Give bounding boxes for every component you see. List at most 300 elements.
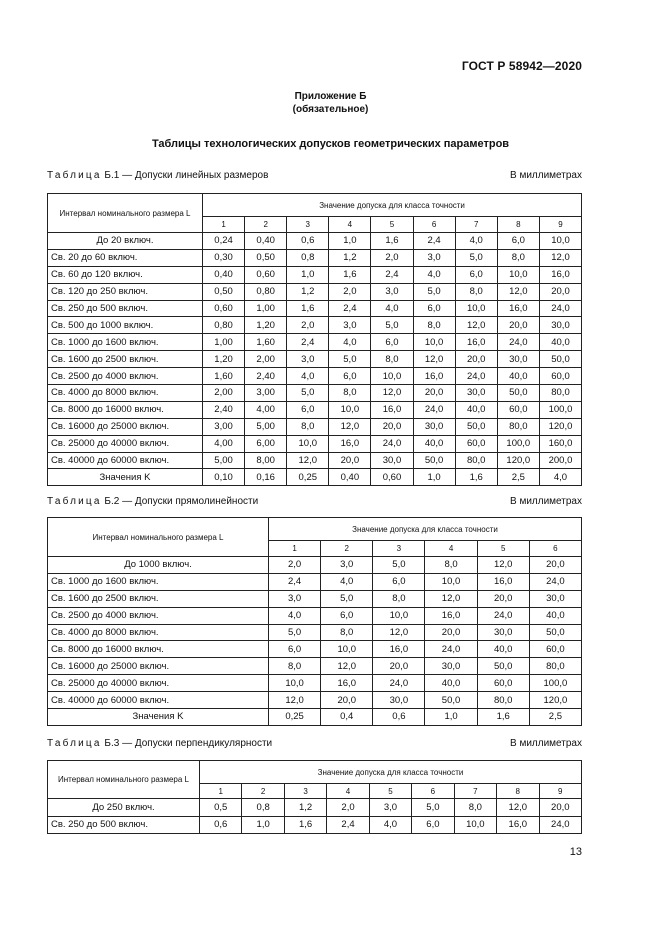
class-header: 2 xyxy=(242,784,284,799)
group-header: Значение допуска для класса точности xyxy=(200,761,582,784)
table-cell: 30,0 xyxy=(529,590,581,607)
row-label: Св. 2500 до 4000 включ. xyxy=(48,607,269,624)
table-straightness xyxy=(47,517,582,726)
table-cell: 60,0 xyxy=(477,675,529,692)
table-row xyxy=(48,435,582,452)
table-cell: 30,0 xyxy=(497,351,539,368)
table-cell: 5,0 xyxy=(413,283,455,300)
table-cell: 8,0 xyxy=(413,317,455,334)
table-cell: 1,60 xyxy=(203,368,245,385)
table-cell: 0,30 xyxy=(203,249,245,266)
row-label: Св. 40000 до 60000 включ. xyxy=(48,692,269,709)
table-cell: 20,0 xyxy=(329,452,371,469)
table-cell: 12,0 xyxy=(497,799,539,817)
table-cell: 2,5 xyxy=(529,709,581,726)
row-label: Св. 25000 до 40000 включ. xyxy=(48,675,269,692)
row-label: Значения K xyxy=(48,709,269,726)
table-cell: 4,0 xyxy=(287,368,329,385)
table-cell: 20,0 xyxy=(539,283,581,300)
table-cell: 20,0 xyxy=(413,385,455,402)
table-row xyxy=(48,469,582,486)
table-cell: 0,25 xyxy=(287,469,329,486)
row-label: Св. 8000 до 16000 включ. xyxy=(48,401,203,418)
row-label: До 20 включ. xyxy=(48,233,203,250)
table-cell: 8,0 xyxy=(287,418,329,435)
class-header: 2 xyxy=(321,541,373,557)
table-cell: 1,0 xyxy=(425,709,477,726)
table-row xyxy=(48,709,582,726)
table-cell: 24,0 xyxy=(413,401,455,418)
table-cell: 16,0 xyxy=(413,368,455,385)
class-header: 4 xyxy=(425,541,477,557)
table-cell: 50,0 xyxy=(425,692,477,709)
row-label: Св. 1000 до 1600 включ. xyxy=(48,334,203,351)
table-cell: 80,0 xyxy=(539,385,581,402)
table-cell: 24,0 xyxy=(539,816,582,834)
table-cell: 4,00 xyxy=(203,435,245,452)
table-cell: 1,0 xyxy=(242,816,284,834)
table-cell: 12,0 xyxy=(321,658,373,675)
row-label: Св. 20 до 60 включ. xyxy=(48,249,203,266)
table-cell: 80,0 xyxy=(529,658,581,675)
table-cell: 100,0 xyxy=(539,401,581,418)
table-unit-1: В миллиметрах xyxy=(510,170,582,181)
row-label: Св. 500 до 1000 включ. xyxy=(48,317,203,334)
row-label: Св. 250 до 500 включ. xyxy=(48,816,200,834)
table-cell: 24,0 xyxy=(373,675,425,692)
table-caption-label: Таблица xyxy=(47,496,102,507)
table-cell: 60,0 xyxy=(529,641,581,658)
table-cell: 0,40 xyxy=(329,469,371,486)
table-cell: 8,0 xyxy=(329,385,371,402)
table-cell: 16,0 xyxy=(373,641,425,658)
table-cell: 1,6 xyxy=(329,266,371,283)
class-header: 7 xyxy=(454,784,496,799)
table-row xyxy=(48,607,582,624)
table-row xyxy=(48,799,582,817)
table-cell: 2,5 xyxy=(497,469,539,486)
table-cell: 30,0 xyxy=(539,317,581,334)
class-header: 4 xyxy=(327,784,369,799)
table-cell: 0,25 xyxy=(269,709,321,726)
table-cell: 5,0 xyxy=(321,590,373,607)
table-cell: 8,0 xyxy=(371,351,413,368)
table-cell: 16,0 xyxy=(497,816,539,834)
table-cell: 1,0 xyxy=(287,266,329,283)
table-cell: 2,4 xyxy=(329,300,371,317)
class-header: 7 xyxy=(455,217,497,233)
table-cell: 3,0 xyxy=(371,283,413,300)
table-row xyxy=(48,641,582,658)
table-cell: 8,00 xyxy=(245,452,287,469)
row-label: Св. 1600 до 2500 включ. xyxy=(48,351,203,368)
table-cell: 5,0 xyxy=(373,557,425,574)
row-label: Св. 250 до 500 включ. xyxy=(48,300,203,317)
table-cell: 0,5 xyxy=(200,799,242,817)
table-row xyxy=(48,624,582,641)
table-cell: 40,0 xyxy=(425,675,477,692)
table-cell: 2,4 xyxy=(287,334,329,351)
table-caption-text: Б.2 — Допуски прямолинейности xyxy=(104,496,259,507)
table-cell: 20,0 xyxy=(371,418,413,435)
table-cell: 1,20 xyxy=(245,317,287,334)
table-cell: 0,6 xyxy=(200,816,242,834)
table-cell: 2,0 xyxy=(287,317,329,334)
table-row xyxy=(48,317,582,334)
row-header: Интервал номинального размера L xyxy=(48,518,269,557)
table-cell: 0,8 xyxy=(242,799,284,817)
table-row xyxy=(48,368,582,385)
table-cell: 0,8 xyxy=(287,249,329,266)
row-label: Св. 1000 до 1600 включ. xyxy=(48,573,269,590)
table-cell: 6,0 xyxy=(329,368,371,385)
row-label: Св. 25000 до 40000 включ. xyxy=(48,435,203,452)
table-cell: 4,0 xyxy=(539,469,581,486)
table-cell: 30,0 xyxy=(413,418,455,435)
class-header: 8 xyxy=(497,784,539,799)
table-cell: 5,00 xyxy=(245,418,287,435)
table-cell: 3,00 xyxy=(203,418,245,435)
table-cell: 120,0 xyxy=(539,418,581,435)
table-row xyxy=(48,692,582,709)
table-cell: 120,0 xyxy=(529,692,581,709)
table-cell: 2,4 xyxy=(371,266,413,283)
table-cell: 10,0 xyxy=(329,401,371,418)
table-cell: 10,0 xyxy=(287,435,329,452)
table-cell: 10,0 xyxy=(413,334,455,351)
class-header: 3 xyxy=(287,217,329,233)
table-cell: 1,0 xyxy=(329,233,371,250)
table-cell: 6,0 xyxy=(413,300,455,317)
table-cell: 0,50 xyxy=(245,249,287,266)
table-cell: 1,6 xyxy=(287,300,329,317)
class-header: 6 xyxy=(413,217,455,233)
table-cell: 12,0 xyxy=(477,557,529,574)
row-label: Св. 4000 до 8000 включ. xyxy=(48,385,203,402)
table-cell: 30,0 xyxy=(455,385,497,402)
row-label: Св. 4000 до 8000 включ. xyxy=(48,624,269,641)
table-row xyxy=(48,418,582,435)
table-cell: 12,0 xyxy=(413,351,455,368)
table-cell: 16,0 xyxy=(455,334,497,351)
table-cell: 3,0 xyxy=(321,557,373,574)
table-cell: 2,4 xyxy=(327,816,369,834)
page-number: 13 xyxy=(569,846,582,858)
appendix-heading xyxy=(0,90,661,116)
table-cell: 4,0 xyxy=(269,607,321,624)
table-cell: 30,0 xyxy=(373,692,425,709)
table-cell: 20,0 xyxy=(425,624,477,641)
table-cell: 1,20 xyxy=(203,351,245,368)
standard-number: ГОСТ Р 58942—2020 xyxy=(461,59,582,73)
row-label: Св. 16000 до 25000 включ. xyxy=(48,418,203,435)
table-cell: 10,0 xyxy=(455,300,497,317)
table-cell: 16,0 xyxy=(371,401,413,418)
table-cell: 8,0 xyxy=(373,590,425,607)
table-caption-1 xyxy=(47,170,268,181)
row-label: Значения K xyxy=(48,469,203,486)
table-cell: 6,0 xyxy=(412,816,454,834)
table-cell: 8,0 xyxy=(321,624,373,641)
appendix-title: Приложение Б xyxy=(294,91,367,102)
class-header: 4 xyxy=(329,217,371,233)
table-cell: 10,0 xyxy=(269,675,321,692)
table-cell: 2,0 xyxy=(269,557,321,574)
table-caption-2 xyxy=(47,496,258,507)
class-header: 3 xyxy=(284,784,326,799)
table-cell: 10,0 xyxy=(454,816,496,834)
table-cell: 6,0 xyxy=(455,266,497,283)
table-cell: 80,0 xyxy=(477,692,529,709)
table-cell: 0,60 xyxy=(245,266,287,283)
table-cell: 60,0 xyxy=(539,368,581,385)
table-cell: 1,6 xyxy=(284,816,326,834)
row-label: Св. 2500 до 4000 включ. xyxy=(48,368,203,385)
table-cell: 50,0 xyxy=(455,418,497,435)
table-cell: 24,0 xyxy=(539,300,581,317)
table-cell: 20,0 xyxy=(497,317,539,334)
table-cell: 4,00 xyxy=(245,401,287,418)
table-cell: 20,0 xyxy=(455,351,497,368)
table-cell: 40,0 xyxy=(497,368,539,385)
table-cell: 60,0 xyxy=(497,401,539,418)
table-cell: 4,0 xyxy=(371,300,413,317)
class-header: 5 xyxy=(477,541,529,557)
class-header: 2 xyxy=(245,217,287,233)
table-cell: 12,0 xyxy=(497,283,539,300)
table-cell: 100,0 xyxy=(529,675,581,692)
table-cell: 12,0 xyxy=(269,692,321,709)
table-cell: 4,0 xyxy=(321,573,373,590)
table-cell: 24,0 xyxy=(455,368,497,385)
row-label: Св. 1600 до 2500 включ. xyxy=(48,590,269,607)
table-cell: 80,0 xyxy=(455,452,497,469)
table-cell: 8,0 xyxy=(455,283,497,300)
table-row xyxy=(48,249,582,266)
table-cell: 3,0 xyxy=(329,317,371,334)
table-cell: 40,0 xyxy=(455,401,497,418)
table-cell: 0,4 xyxy=(321,709,373,726)
table-row xyxy=(48,675,582,692)
table-cell: 12,0 xyxy=(371,385,413,402)
table-cell: 120,0 xyxy=(497,452,539,469)
table-cell: 2,40 xyxy=(203,401,245,418)
class-header: 1 xyxy=(269,541,321,557)
table-cell: 60,0 xyxy=(455,435,497,452)
table-cell: 0,6 xyxy=(287,233,329,250)
table-cell: 1,2 xyxy=(287,283,329,300)
row-label: Св. 8000 до 16000 включ. xyxy=(48,641,269,658)
class-header: 9 xyxy=(539,217,581,233)
table-cell: 6,0 xyxy=(321,607,373,624)
table-cell: 2,00 xyxy=(245,351,287,368)
table-cell: 0,50 xyxy=(203,283,245,300)
table-row xyxy=(48,590,582,607)
table-row xyxy=(48,233,582,250)
table-cell: 80,0 xyxy=(497,418,539,435)
table-cell: 24,0 xyxy=(371,435,413,452)
table-cell: 6,0 xyxy=(371,334,413,351)
table-cell: 0,10 xyxy=(203,469,245,486)
table-cell: 50,0 xyxy=(477,658,529,675)
table-cell: 3,0 xyxy=(287,351,329,368)
table-cell: 100,0 xyxy=(497,435,539,452)
table-row xyxy=(48,816,582,834)
class-header: 6 xyxy=(412,784,454,799)
table-cell: 20,0 xyxy=(529,557,581,574)
table-cell: 1,2 xyxy=(329,249,371,266)
table-cell: 0,60 xyxy=(371,469,413,486)
table-cell: 40,0 xyxy=(477,641,529,658)
class-header: 8 xyxy=(497,217,539,233)
row-header: Интервал номинального размера L xyxy=(48,194,203,233)
table-cell: 3,0 xyxy=(369,799,411,817)
table-cell: 12,0 xyxy=(373,624,425,641)
class-header: 1 xyxy=(200,784,242,799)
table-cell: 40,0 xyxy=(413,435,455,452)
table-row xyxy=(48,573,582,590)
table-cell: 3,0 xyxy=(413,249,455,266)
table-cell: 5,0 xyxy=(287,385,329,402)
table-cell: 50,0 xyxy=(413,452,455,469)
table-cell: 6,00 xyxy=(245,435,287,452)
table-cell: 12,0 xyxy=(329,418,371,435)
table-cell: 6,0 xyxy=(269,641,321,658)
table-cell: 20,0 xyxy=(477,590,529,607)
table-cell: 10,0 xyxy=(539,233,581,250)
table-cell: 10,0 xyxy=(373,607,425,624)
table-cell: 6,0 xyxy=(373,573,425,590)
table-cell: 5,0 xyxy=(329,351,371,368)
table-cell: 16,0 xyxy=(497,300,539,317)
row-header: Интервал номинального размера L xyxy=(48,761,200,799)
table-caption-text: Б.1 — Допуски линейных размеров xyxy=(104,170,269,181)
table-cell: 8,0 xyxy=(454,799,496,817)
table-row xyxy=(48,334,582,351)
table-cell: 12,0 xyxy=(287,452,329,469)
table-row xyxy=(48,300,582,317)
table-cell: 0,80 xyxy=(245,283,287,300)
table-cell: 16,0 xyxy=(425,607,477,624)
table-cell: 2,00 xyxy=(203,385,245,402)
table-cell: 1,6 xyxy=(371,233,413,250)
table-cell: 0,80 xyxy=(203,317,245,334)
table-cell: 24,0 xyxy=(529,573,581,590)
table-row xyxy=(48,452,582,469)
table-cell: 40,0 xyxy=(539,334,581,351)
table-cell: 16,0 xyxy=(329,435,371,452)
table-cell: 6,0 xyxy=(287,401,329,418)
table-caption-label: Таблица xyxy=(47,170,102,181)
table-cell: 12,0 xyxy=(425,590,477,607)
appendix-subtitle: (обязательное) xyxy=(292,104,369,115)
class-header: 5 xyxy=(369,784,411,799)
table-row xyxy=(48,401,582,418)
main-title: Таблицы технологических допусков геометрических параметров xyxy=(151,138,510,150)
class-header: 9 xyxy=(539,784,582,799)
table-cell: 1,00 xyxy=(245,300,287,317)
table-cell: 200,0 xyxy=(539,452,581,469)
table-cell: 5,00 xyxy=(203,452,245,469)
table-cell: 8,0 xyxy=(269,658,321,675)
table-cell: 2,0 xyxy=(329,283,371,300)
table-row xyxy=(48,266,582,283)
table-cell: 1,60 xyxy=(245,334,287,351)
class-header: 1 xyxy=(203,217,245,233)
table-cell: 30,0 xyxy=(371,452,413,469)
table-cell: 12,0 xyxy=(455,317,497,334)
table-cell: 5,0 xyxy=(412,799,454,817)
table-cell: 50,0 xyxy=(529,624,581,641)
table-cell: 4,0 xyxy=(455,233,497,250)
group-header: Значение допуска для класса точности xyxy=(269,518,582,541)
table-cell: 24,0 xyxy=(477,607,529,624)
row-label: Св. 40000 до 60000 включ. xyxy=(48,452,203,469)
table-cell: 10,0 xyxy=(321,641,373,658)
table-cell: 2,40 xyxy=(245,368,287,385)
table-cell: 10,0 xyxy=(371,368,413,385)
row-label: Св. 16000 до 25000 включ. xyxy=(48,658,269,675)
table-cell: 4,0 xyxy=(329,334,371,351)
table-cell: 8,0 xyxy=(497,249,539,266)
table-cell: 50,0 xyxy=(539,351,581,368)
table-cell: 5,0 xyxy=(371,317,413,334)
table-cell: 10,0 xyxy=(497,266,539,283)
table-cell: 8,0 xyxy=(425,557,477,574)
table-cell: 6,0 xyxy=(497,233,539,250)
table-cell: 5,0 xyxy=(455,249,497,266)
table-cell: 40,0 xyxy=(529,607,581,624)
table-row xyxy=(48,351,582,368)
table-cell: 20,0 xyxy=(321,692,373,709)
table-cell: 16,0 xyxy=(477,573,529,590)
table-caption-text: Б.3 — Допуски перпендикулярности xyxy=(104,738,273,749)
table-cell: 20,0 xyxy=(373,658,425,675)
row-label: Св. 60 до 120 включ. xyxy=(48,266,203,283)
table-cell: 2,0 xyxy=(327,799,369,817)
table-row xyxy=(48,658,582,675)
table-cell: 30,0 xyxy=(477,624,529,641)
row-label: Св. 120 до 250 включ. xyxy=(48,283,203,300)
table-cell: 50,0 xyxy=(497,385,539,402)
table-cell: 5,0 xyxy=(269,624,321,641)
table-cell: 24,0 xyxy=(425,641,477,658)
table-cell: 1,6 xyxy=(455,469,497,486)
table-unit-2: В миллиметрах xyxy=(510,496,582,507)
table-cell: 0,24 xyxy=(203,233,245,250)
class-header: 5 xyxy=(371,217,413,233)
table-cell: 4,0 xyxy=(413,266,455,283)
class-header: 3 xyxy=(373,541,425,557)
table-cell: 3,0 xyxy=(269,590,321,607)
table-cell: 0,16 xyxy=(245,469,287,486)
row-label: До 250 включ. xyxy=(48,799,200,817)
table-cell: 4,0 xyxy=(369,816,411,834)
row-label: До 1000 включ. xyxy=(48,557,269,574)
table-cell: 10,0 xyxy=(425,573,477,590)
table-row xyxy=(48,385,582,402)
table-row xyxy=(48,283,582,300)
table-cell: 2,0 xyxy=(371,249,413,266)
table-row xyxy=(48,557,582,574)
table-cell: 0,40 xyxy=(245,233,287,250)
table-cell: 1,6 xyxy=(477,709,529,726)
table-unit-3: В миллиметрах xyxy=(510,738,582,749)
table-cell: 0,60 xyxy=(203,300,245,317)
table-cell: 16,0 xyxy=(539,266,581,283)
table-cell: 30,0 xyxy=(425,658,477,675)
table-cell: 12,0 xyxy=(539,249,581,266)
